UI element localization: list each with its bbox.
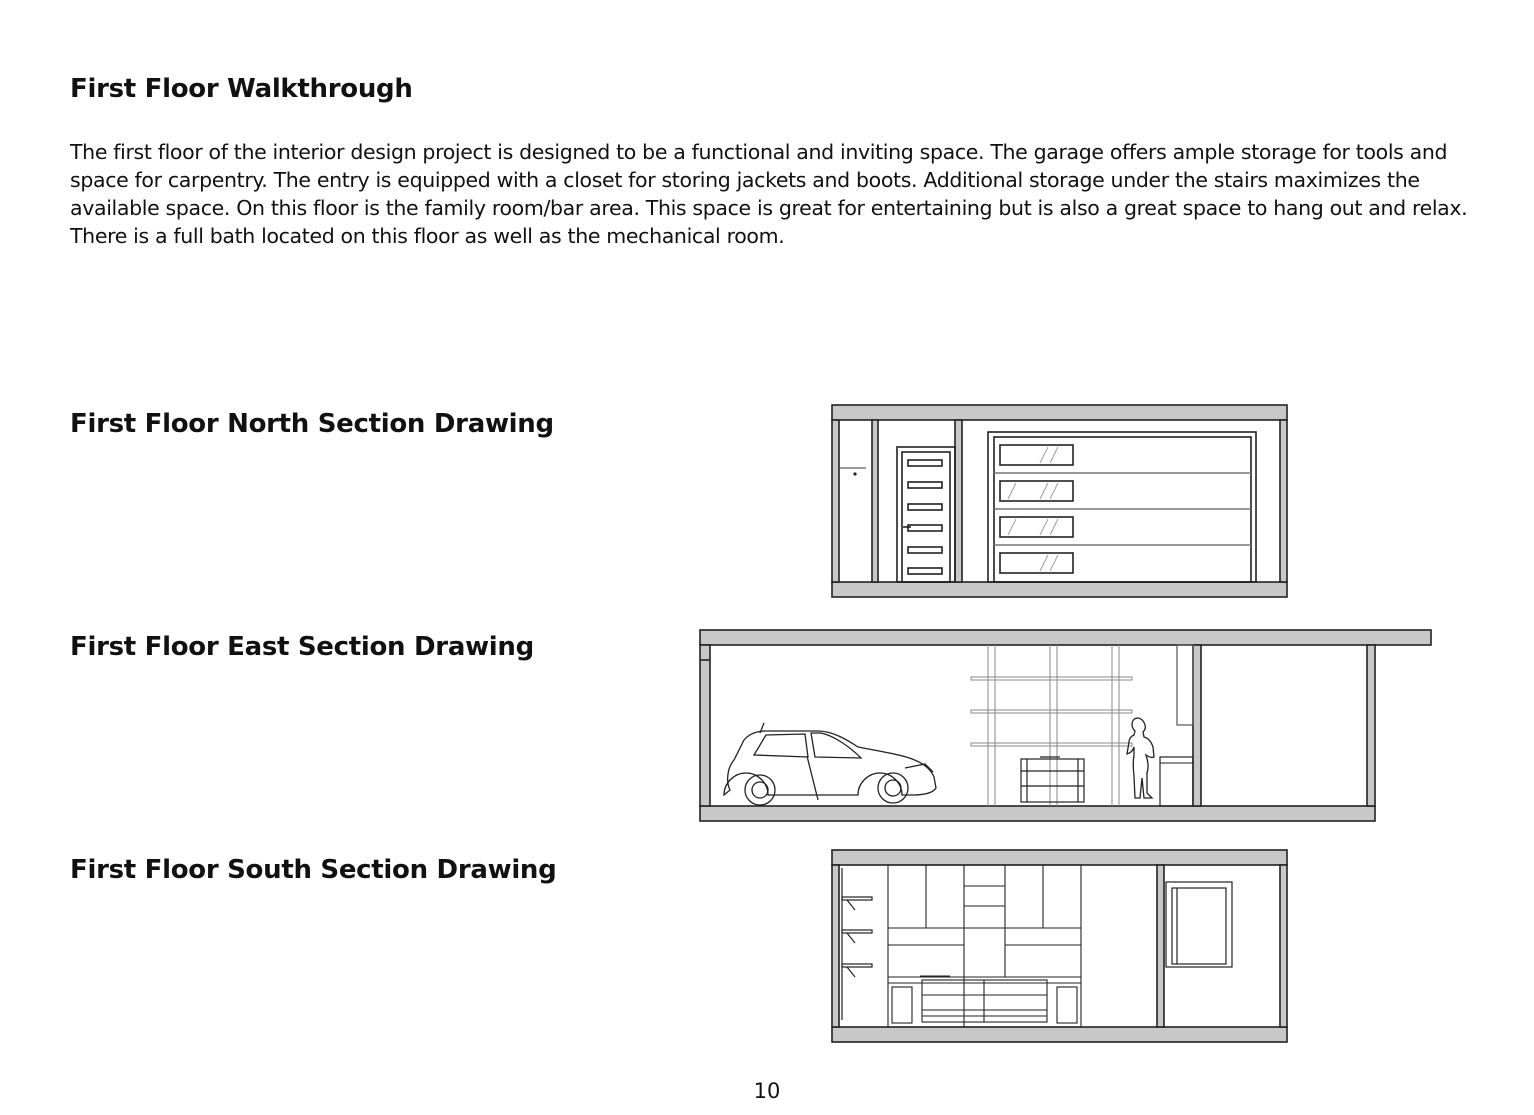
north-section-heading: First Floor North Section Drawing	[70, 409, 554, 439]
walkthrough-paragraph: The first floor of the interior design project is designed to be a functional and inviting space. The garage offers ample storage for tools and space for carpentry. The entry is equipped with a closet for storing jackets and boots. Additional storage under the stairs maximizes the available space. On this floor is the family room/bar area. This space is great for entertaining but is also a great space to hang out and relax. There is a full bath located on this floor as well as the mechanical room.	[70, 140, 1468, 248]
south-section-heading: First Floor South Section Drawing	[70, 855, 557, 885]
east-section-drawing	[695, 624, 1440, 828]
workbench	[1021, 757, 1084, 802]
entry-door	[897, 447, 955, 582]
bath-window	[1166, 882, 1232, 967]
person-figure	[1127, 718, 1154, 798]
north-section-drawing	[825, 400, 1295, 605]
garage-door	[988, 432, 1256, 582]
walkthrough-heading: First Floor Walkthrough	[70, 74, 413, 104]
bar-cabinetry	[888, 865, 1081, 1027]
east-section-heading: First Floor East Section Drawing	[70, 632, 534, 662]
wall-shelves	[842, 868, 872, 1020]
car	[724, 723, 936, 805]
page-number: 10	[753, 1079, 781, 1103]
south-section-drawing	[825, 845, 1295, 1050]
garage-shelving	[971, 645, 1132, 806]
